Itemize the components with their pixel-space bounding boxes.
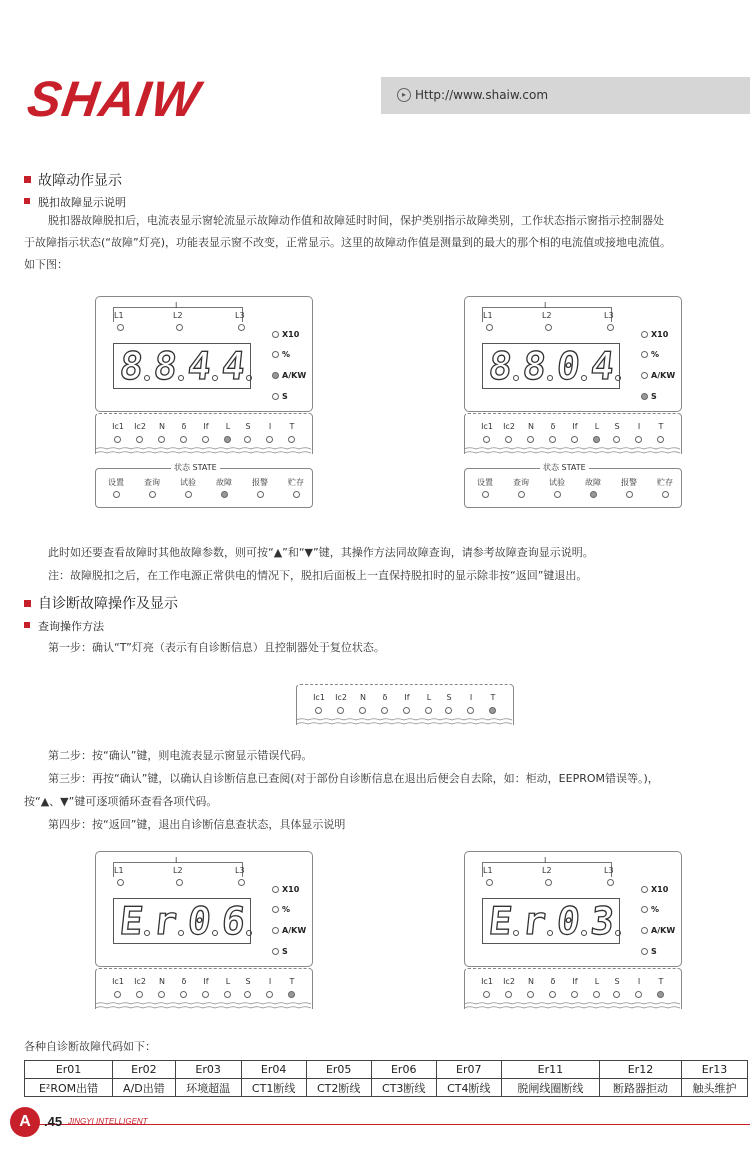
- state-label: 报警: [252, 478, 268, 487]
- digit: 0: [554, 899, 583, 943]
- digit: 8: [151, 344, 180, 388]
- indicator-led: [224, 436, 231, 443]
- section-title-self-diagnosis: 自诊断故障操作及显示: [38, 596, 178, 612]
- code-header-cell: Er07: [436, 1061, 501, 1079]
- strip-label: δ: [181, 422, 187, 431]
- code-header-cell: Er01: [25, 1061, 113, 1079]
- bullet-square-icon: [24, 176, 31, 183]
- indicator-led: [180, 436, 187, 443]
- decimal-point: [144, 375, 150, 381]
- unit-label: A/KW: [651, 371, 676, 380]
- company-name: JINGYI INTELLIGENT: [68, 1117, 148, 1126]
- strip-label: If: [404, 693, 410, 702]
- indicator-led: [266, 436, 273, 443]
- seven-segment-display: [482, 343, 620, 389]
- indicator-led: [244, 991, 251, 998]
- strip-label: δ: [550, 422, 556, 431]
- indicator-led: [657, 436, 664, 443]
- strip-label: Ic2: [503, 977, 515, 986]
- digit: 8: [486, 344, 515, 388]
- digit: r: [520, 899, 549, 943]
- code-header-cell: Er06: [371, 1061, 436, 1079]
- indicator-strip: [296, 684, 512, 734]
- code-value-cell: E²ROM出错: [25, 1079, 113, 1097]
- decimal-point: [212, 930, 218, 936]
- digit: 4: [588, 344, 617, 388]
- state-label: 故障: [585, 478, 601, 487]
- digit: 3: [588, 899, 617, 943]
- indicator-led: [202, 991, 209, 998]
- phase-current-label: I: [175, 301, 178, 310]
- unit-led: [641, 331, 648, 338]
- state-led: [590, 491, 597, 498]
- strip-label: N: [360, 693, 366, 702]
- strip-label: If: [572, 977, 578, 986]
- strip-label: Ic2: [503, 422, 515, 431]
- state-label: 设置: [477, 478, 493, 487]
- indicator-led: [635, 436, 642, 443]
- phase-led: [545, 324, 552, 331]
- indicator-led: [489, 707, 496, 714]
- strip-label: Ic2: [335, 693, 347, 702]
- code-header-cell: Er03: [175, 1061, 241, 1079]
- strip-label: S: [614, 977, 620, 986]
- indicator-led: [202, 436, 209, 443]
- indicator-led: [527, 436, 534, 443]
- unit-label: X10: [651, 330, 669, 339]
- state-label: 故障: [216, 478, 232, 487]
- seven-segment-display: [113, 343, 251, 389]
- strip-label: L: [594, 977, 600, 986]
- indicator-led: [403, 707, 410, 714]
- code-header-cell: Er11: [501, 1061, 599, 1079]
- state-title: 状态 STATE: [171, 462, 220, 473]
- unit-label: S: [651, 392, 657, 401]
- unit-label: S: [282, 392, 288, 401]
- indicator-led: [613, 991, 620, 998]
- website-url[interactable]: Http://www.shaiw.com: [415, 88, 549, 102]
- indicator-led: [505, 436, 512, 443]
- indicator-led: [425, 707, 432, 714]
- phase-led: [117, 324, 124, 331]
- code-value-cell: CT1断线: [241, 1079, 306, 1097]
- state-label: 查询: [144, 478, 160, 487]
- indicator-led: [180, 991, 187, 998]
- indicator-led: [505, 991, 512, 998]
- page-number: .45: [44, 1114, 63, 1129]
- state-led: [626, 491, 633, 498]
- digit: 6: [219, 899, 248, 943]
- unit-led: [641, 948, 648, 955]
- indicator-led: [483, 991, 490, 998]
- unit-label: A/KW: [282, 371, 307, 380]
- indicator-led: [288, 436, 295, 443]
- indicator-led: [613, 436, 620, 443]
- indicator-led: [549, 436, 556, 443]
- indicator-led: [445, 707, 452, 714]
- state-title: 状态 STATE: [540, 462, 589, 473]
- strip-label: δ: [382, 693, 388, 702]
- state-led: [482, 491, 489, 498]
- strip-label: L: [594, 422, 600, 431]
- unit-led: [272, 331, 279, 338]
- indicator-led: [136, 436, 143, 443]
- decimal-point: [547, 930, 553, 936]
- unit-label: X10: [651, 885, 669, 894]
- decimal-point: [581, 930, 587, 936]
- subtitle-trip-fault: 脱扣故障显示说明: [38, 196, 126, 209]
- unit-led: [272, 948, 279, 955]
- decimal-point: [615, 375, 621, 381]
- state-led: [185, 491, 192, 498]
- step-line: 第二步：按“确认”键，则电流表显示窗显示错误代码。: [48, 749, 313, 762]
- phase-label: L3: [235, 311, 245, 320]
- decimal-point: [246, 375, 252, 381]
- strip-label: L: [225, 422, 231, 431]
- state-panel: [95, 463, 313, 508]
- indicator-led: [593, 436, 600, 443]
- strip-label: Ic2: [134, 422, 146, 431]
- state-label: 报警: [621, 478, 637, 487]
- phase-label: L2: [542, 866, 552, 875]
- strip-label: N: [159, 422, 165, 431]
- code-header-cell: Er04: [241, 1061, 306, 1079]
- seven-segment-display: [113, 898, 251, 944]
- indicator-led: [158, 991, 165, 998]
- phase-led: [607, 879, 614, 886]
- phase-led: [238, 879, 245, 886]
- strip-label: S: [614, 422, 620, 431]
- strip-label: T: [658, 977, 664, 986]
- phase-led: [117, 879, 124, 886]
- phase-current-label: I: [544, 301, 547, 310]
- code-header-cell: Er12: [599, 1061, 681, 1079]
- unit-led: [272, 393, 279, 400]
- indicator-led: [315, 707, 322, 714]
- state-led: [518, 491, 525, 498]
- strip-label: N: [159, 977, 165, 986]
- indicator-led: [657, 991, 664, 998]
- code-value-cell: CT2断线: [306, 1079, 371, 1097]
- phase-label: L2: [173, 311, 183, 320]
- step-line: 第三步：再按“确认”键，以确认自诊断信息已查阅(对于部份自诊断信息在退出后便会自去除，如：柜动，EEPROM错误等。)，: [48, 772, 659, 785]
- strip-label: Ic1: [112, 422, 124, 431]
- section-badge: A: [10, 1107, 40, 1137]
- indicator-led: [288, 991, 295, 998]
- phase-label: L1: [483, 311, 493, 320]
- step-line: 第四步：按“返回”键，退出自诊断信息查状态，具体显示说明: [48, 818, 346, 831]
- strip-label: T: [490, 693, 496, 702]
- phase-led: [238, 324, 245, 331]
- strip-label: S: [245, 977, 251, 986]
- indicator-led: [381, 707, 388, 714]
- digit: r: [151, 899, 180, 943]
- strip-label: N: [528, 422, 534, 431]
- indicator-led: [266, 991, 273, 998]
- meter-panel: [95, 851, 313, 1061]
- indicator-led: [244, 436, 251, 443]
- decimal-point: [144, 930, 150, 936]
- code-header-cell: Er02: [113, 1061, 176, 1079]
- decimal-point: [547, 375, 553, 381]
- subtitle-query-method: 查询操作方法: [38, 620, 104, 633]
- indicator-led: [359, 707, 366, 714]
- strip-label: Ic1: [313, 693, 325, 702]
- wavy-divider: [296, 718, 512, 728]
- decimal-point: [615, 930, 621, 936]
- decimal-point: [178, 930, 184, 936]
- unit-led: [641, 886, 648, 893]
- indicator-led: [467, 707, 474, 714]
- meter-panel: [464, 851, 682, 1061]
- indicator-led: [114, 436, 121, 443]
- state-led: [293, 491, 300, 498]
- unit-label: S: [651, 947, 657, 956]
- phase-label: L3: [235, 866, 245, 875]
- unit-led: [272, 351, 279, 358]
- indicator-led: [136, 991, 143, 998]
- unit-label: %: [282, 350, 291, 359]
- unit-led: [272, 372, 279, 379]
- unit-led: [272, 886, 279, 893]
- unit-label: X10: [282, 885, 300, 894]
- decimal-point: [178, 375, 184, 381]
- unit-label: %: [651, 350, 660, 359]
- state-led: [257, 491, 264, 498]
- step-line: 按“▲、▼”键可逐项循环查看各项代码。: [24, 795, 218, 808]
- unit-label: %: [282, 905, 291, 914]
- unit-led: [641, 906, 648, 913]
- indicator-led: [483, 436, 490, 443]
- phase-label: L3: [604, 866, 614, 875]
- digit: 0: [554, 344, 583, 388]
- decimal-point: [513, 375, 519, 381]
- strip-label: Ic2: [134, 977, 146, 986]
- indicator-led: [224, 991, 231, 998]
- unit-led: [272, 927, 279, 934]
- digit: E: [117, 899, 146, 943]
- indicator-led: [527, 991, 534, 998]
- indicator-led: [337, 707, 344, 714]
- strip-label: I: [268, 977, 272, 986]
- meter-panel: [464, 296, 682, 506]
- code-value-cell: 脱闸线圈断线: [501, 1079, 599, 1097]
- code-value-cell: CT3断线: [371, 1079, 436, 1097]
- strip-label: δ: [181, 977, 187, 986]
- unit-label: A/KW: [651, 926, 676, 935]
- phase-label: L3: [604, 311, 614, 320]
- indicator-led: [549, 991, 556, 998]
- strip-label: S: [245, 422, 251, 431]
- phase-led: [607, 324, 614, 331]
- code-header-cell: Er05: [306, 1061, 371, 1079]
- state-label: 贮存: [288, 478, 304, 487]
- state-led: [662, 491, 669, 498]
- state-led: [149, 491, 156, 498]
- phase-label: L1: [114, 311, 124, 320]
- paragraph-line: 脱扣器故障脱扣后，电流表显示窗轮流显示故障动作值和故障延时时间，保护类别指示故障类别，工作状态指示窗指示控制器处: [48, 214, 664, 227]
- phase-label: L1: [114, 866, 124, 875]
- strip-label: L: [426, 693, 432, 702]
- state-led: [554, 491, 561, 498]
- unit-led: [641, 372, 648, 379]
- decimal-point: [212, 375, 218, 381]
- state-label: 试验: [180, 478, 196, 487]
- state-label: 贮存: [657, 478, 673, 487]
- decimal-point: [581, 375, 587, 381]
- bullet-square-icon: [24, 198, 30, 204]
- strip-label: I: [637, 422, 641, 431]
- state-label: 设置: [108, 478, 124, 487]
- strip-label: L: [225, 977, 231, 986]
- code-value-cell: A/D出错: [113, 1079, 176, 1097]
- paragraph-line: 如下图：: [24, 258, 68, 271]
- indicator-led: [593, 991, 600, 998]
- state-label: 试验: [549, 478, 565, 487]
- code-header-cell: Er13: [681, 1061, 747, 1079]
- seven-segment-display: [482, 898, 620, 944]
- digit: 4: [219, 344, 248, 388]
- code-value-cell: 触头维护: [681, 1079, 747, 1097]
- strip-label: If: [203, 422, 209, 431]
- phase-led: [486, 324, 493, 331]
- shaiw-logo: SHAIW: [24, 71, 204, 127]
- indicator-led: [158, 436, 165, 443]
- strip-label: T: [289, 977, 295, 986]
- digit: 8: [117, 344, 146, 388]
- strip-label: T: [289, 422, 295, 431]
- unit-led: [641, 351, 648, 358]
- strip-label: δ: [550, 977, 556, 986]
- digit: E: [486, 899, 515, 943]
- strip-label: If: [572, 422, 578, 431]
- phase-led: [176, 879, 183, 886]
- decimal-point: [246, 930, 252, 936]
- paragraph-line: 于故障指示状态(“故障”灯亮)，功能表显示窗不改变，正常显示。这里的故障动作值是测量到的最大的那个相的电流值或接地电流值。: [24, 236, 671, 249]
- indicator-led: [571, 991, 578, 998]
- state-label: 查询: [513, 478, 529, 487]
- unit-label: %: [651, 905, 660, 914]
- phase-led: [545, 879, 552, 886]
- code-value-cell: CT4断线: [436, 1079, 501, 1097]
- note-line: 注：故障脱扣之后，在工作电源正常供电的情况下，脱扣后面板上一直保持脱扣时的显示除非按“返回”键退出。: [48, 569, 588, 582]
- strip-label: I: [268, 422, 272, 431]
- paragraph-line: 此时如还要查看故障时其他故障参数，则可按“▲”和“▼”键，其操作方法同故障查询，请参考故障查询显示说明。: [48, 546, 594, 559]
- strip-label: I: [637, 977, 641, 986]
- strip-label: If: [203, 977, 209, 986]
- codes-intro: 各种自诊断故障代码如下：: [24, 1040, 156, 1053]
- unit-led: [641, 393, 648, 400]
- wavy-divider: [464, 1002, 680, 1012]
- wavy-divider: [95, 1002, 311, 1012]
- code-value-cell: 断路器拒动: [599, 1079, 681, 1097]
- indicator-led: [635, 991, 642, 998]
- phase-label: L2: [542, 311, 552, 320]
- strip-label: N: [528, 977, 534, 986]
- unit-led: [641, 927, 648, 934]
- wavy-divider: [464, 447, 680, 457]
- phase-led: [176, 324, 183, 331]
- strip-label: I: [469, 693, 473, 702]
- unit-led: [272, 906, 279, 913]
- digit: 8: [520, 344, 549, 388]
- unit-label: S: [282, 947, 288, 956]
- indicator-led: [571, 436, 578, 443]
- phase-label: L1: [483, 866, 493, 875]
- section-title-fault-display: 故障动作显示: [38, 173, 122, 189]
- wavy-divider: [95, 447, 311, 457]
- digit: 4: [185, 344, 214, 388]
- bullet-square-icon: [24, 600, 31, 607]
- strip-label: S: [446, 693, 452, 702]
- meter-panel: [95, 296, 313, 506]
- unit-label: X10: [282, 330, 300, 339]
- code-value-cell: 环境超温: [175, 1079, 241, 1097]
- strip-label: Ic1: [112, 977, 124, 986]
- strip-label: Ic1: [481, 422, 493, 431]
- decimal-point: [513, 930, 519, 936]
- phase-current-label: I: [175, 856, 178, 865]
- phase-current-label: I: [544, 856, 547, 865]
- phase-label: L2: [173, 866, 183, 875]
- digit: 0: [185, 899, 214, 943]
- state-led: [221, 491, 228, 498]
- strip-label: T: [658, 422, 664, 431]
- state-led: [113, 491, 120, 498]
- indicator-led: [114, 991, 121, 998]
- bullet-square-icon: [24, 622, 30, 628]
- strip-label: Ic1: [481, 977, 493, 986]
- state-panel: [464, 463, 682, 508]
- unit-label: A/KW: [282, 926, 307, 935]
- play-circle-icon: ▸: [397, 88, 411, 102]
- step-line: 第一步：确认“T”灯亮（表示有自诊断信息）且控制器处于复位状态。: [48, 641, 385, 654]
- error-code-table: [24, 1060, 748, 1097]
- phase-led: [486, 879, 493, 886]
